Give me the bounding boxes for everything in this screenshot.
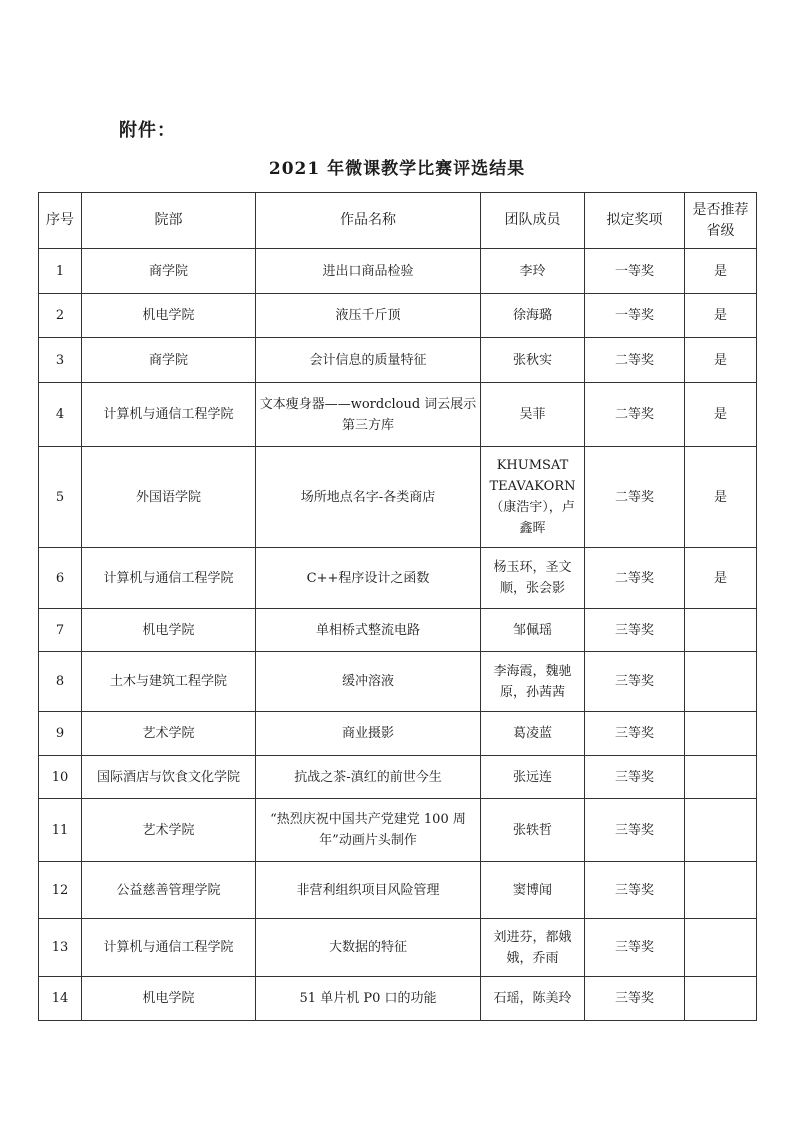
cell-recommend — [685, 977, 757, 1021]
cell-dept: 商学院 — [82, 338, 256, 383]
cell-recommend — [685, 919, 757, 977]
cell-dept: 国际酒店与饮食文化学院 — [82, 756, 256, 799]
cell-team: KHUMSAT TEAVAKORN（康浩宇），卢鑫晖 — [481, 447, 585, 548]
cell-award: 二等奖 — [585, 338, 685, 383]
cell-team: 葛凌蓝 — [481, 712, 585, 756]
table-row — [39, 609, 757, 652]
cell-team: 张轶哲 — [481, 799, 585, 862]
cell-work: 会计信息的质量特征 — [256, 338, 481, 383]
cell-award: 三等奖 — [585, 919, 685, 977]
table-header-row — [39, 193, 757, 249]
cell-dept: 艺术学院 — [82, 799, 256, 862]
cell-team: 吴菲 — [481, 383, 585, 447]
cell-recommend: 是 — [685, 447, 757, 548]
table-row — [39, 712, 757, 756]
cell-work: 大数据的特征 — [256, 919, 481, 977]
cell-award: 二等奖 — [585, 383, 685, 447]
cell-dept: 机电学院 — [82, 977, 256, 1021]
cell-recommend: 是 — [685, 383, 757, 447]
table-row — [39, 548, 757, 609]
table-row — [39, 919, 757, 977]
document-title: 2021 年微课教学比赛评选结果 — [268, 159, 526, 179]
table-row — [39, 977, 757, 1021]
table-row — [39, 338, 757, 383]
header-award: 拟定奖项 — [585, 193, 685, 249]
cell-work: 51 单片机 P0 口的功能 — [256, 977, 481, 1021]
cell-work: 文本瘦身器——wordcloud 词云展示第三方库 — [256, 383, 481, 447]
cell-recommend — [685, 609, 757, 652]
cell-seq: 7 — [39, 609, 82, 652]
cell-dept: 艺术学院 — [82, 712, 256, 756]
header-team: 团队成员 — [481, 193, 585, 249]
cell-recommend — [685, 756, 757, 799]
cell-award: 二等奖 — [585, 447, 685, 548]
table-row — [39, 249, 757, 294]
cell-recommend: 是 — [685, 338, 757, 383]
cell-award: 一等奖 — [585, 294, 685, 338]
cell-work: 缓冲溶液 — [256, 652, 481, 712]
cell-award: 三等奖 — [585, 712, 685, 756]
cell-seq: 13 — [39, 919, 82, 977]
cell-work: 商业摄影 — [256, 712, 481, 756]
cell-team: 徐海璐 — [481, 294, 585, 338]
cell-team: 邹佩瑶 — [481, 609, 585, 652]
cell-seq: 5 — [39, 447, 82, 548]
results-table — [38, 192, 757, 1021]
cell-award: 三等奖 — [585, 652, 685, 712]
table-row — [39, 756, 757, 799]
cell-work: C++程序设计之函数 — [256, 548, 481, 609]
cell-seq: 8 — [39, 652, 82, 712]
cell-recommend — [685, 652, 757, 712]
cell-team: 张秋实 — [481, 338, 585, 383]
cell-seq: 4 — [39, 383, 82, 447]
cell-recommend — [685, 862, 757, 919]
header-work: 作品名称 — [256, 193, 481, 249]
cell-award: 三等奖 — [585, 609, 685, 652]
header-dept: 院部 — [82, 193, 256, 249]
cell-dept: 机电学院 — [82, 609, 256, 652]
cell-team: 张远连 — [481, 756, 585, 799]
cell-dept: 计算机与通信工程学院 — [82, 548, 256, 609]
cell-seq: 2 — [39, 294, 82, 338]
cell-seq: 6 — [39, 548, 82, 609]
cell-recommend: 是 — [685, 548, 757, 609]
cell-recommend: 是 — [685, 249, 757, 294]
table-row — [39, 652, 757, 712]
cell-seq: 9 — [39, 712, 82, 756]
cell-recommend — [685, 799, 757, 862]
cell-team: 窦博闻 — [481, 862, 585, 919]
cell-work: 进出口商品检验 — [256, 249, 481, 294]
cell-work: “热烈庆祝中国共产党建党 100 周年”动画片头制作 — [256, 799, 481, 862]
cell-dept: 土木与建筑工程学院 — [82, 652, 256, 712]
cell-team: 刘进芬，都娥娥，乔雨 — [481, 919, 585, 977]
table-row — [39, 294, 757, 338]
cell-team: 石瑶，陈美玲 — [481, 977, 585, 1021]
cell-seq: 1 — [39, 249, 82, 294]
cell-dept: 计算机与通信工程学院 — [82, 919, 256, 977]
cell-award: 三等奖 — [585, 862, 685, 919]
cell-seq: 12 — [39, 862, 82, 919]
cell-seq: 14 — [39, 977, 82, 1021]
cell-recommend — [685, 712, 757, 756]
cell-dept: 外国语学院 — [82, 447, 256, 548]
cell-dept: 计算机与通信工程学院 — [82, 383, 256, 447]
cell-award: 二等奖 — [585, 548, 685, 609]
cell-seq: 3 — [39, 338, 82, 383]
table-row — [39, 447, 757, 548]
attachment-label: 附件： — [119, 120, 176, 141]
cell-award: 三等奖 — [585, 799, 685, 862]
cell-work: 抗战之茶-滇红的前世今生 — [256, 756, 481, 799]
cell-award: 三等奖 — [585, 756, 685, 799]
cell-dept: 公益慈善管理学院 — [82, 862, 256, 919]
table-row — [39, 862, 757, 919]
table-row — [39, 383, 757, 447]
cell-team: 李海霞，魏驰原，孙茜茜 — [481, 652, 585, 712]
cell-seq: 10 — [39, 756, 82, 799]
cell-work: 非营利组织项目风险管理 — [256, 862, 481, 919]
header-recommend: 是否推荐省级 — [685, 193, 757, 249]
cell-team: 杨玉环，圣文顺，张会影 — [481, 548, 585, 609]
cell-seq: 11 — [39, 799, 82, 862]
header-seq: 序号 — [39, 193, 82, 249]
cell-team: 李玲 — [481, 249, 585, 294]
cell-work: 场所地点名字-各类商店 — [256, 447, 481, 548]
table-row — [39, 799, 757, 862]
cell-work: 单相桥式整流电路 — [256, 609, 481, 652]
cell-work: 液压千斤顶 — [256, 294, 481, 338]
cell-dept: 商学院 — [82, 249, 256, 294]
cell-award: 一等奖 — [585, 249, 685, 294]
cell-recommend: 是 — [685, 294, 757, 338]
cell-dept: 机电学院 — [82, 294, 256, 338]
cell-award: 三等奖 — [585, 977, 685, 1021]
